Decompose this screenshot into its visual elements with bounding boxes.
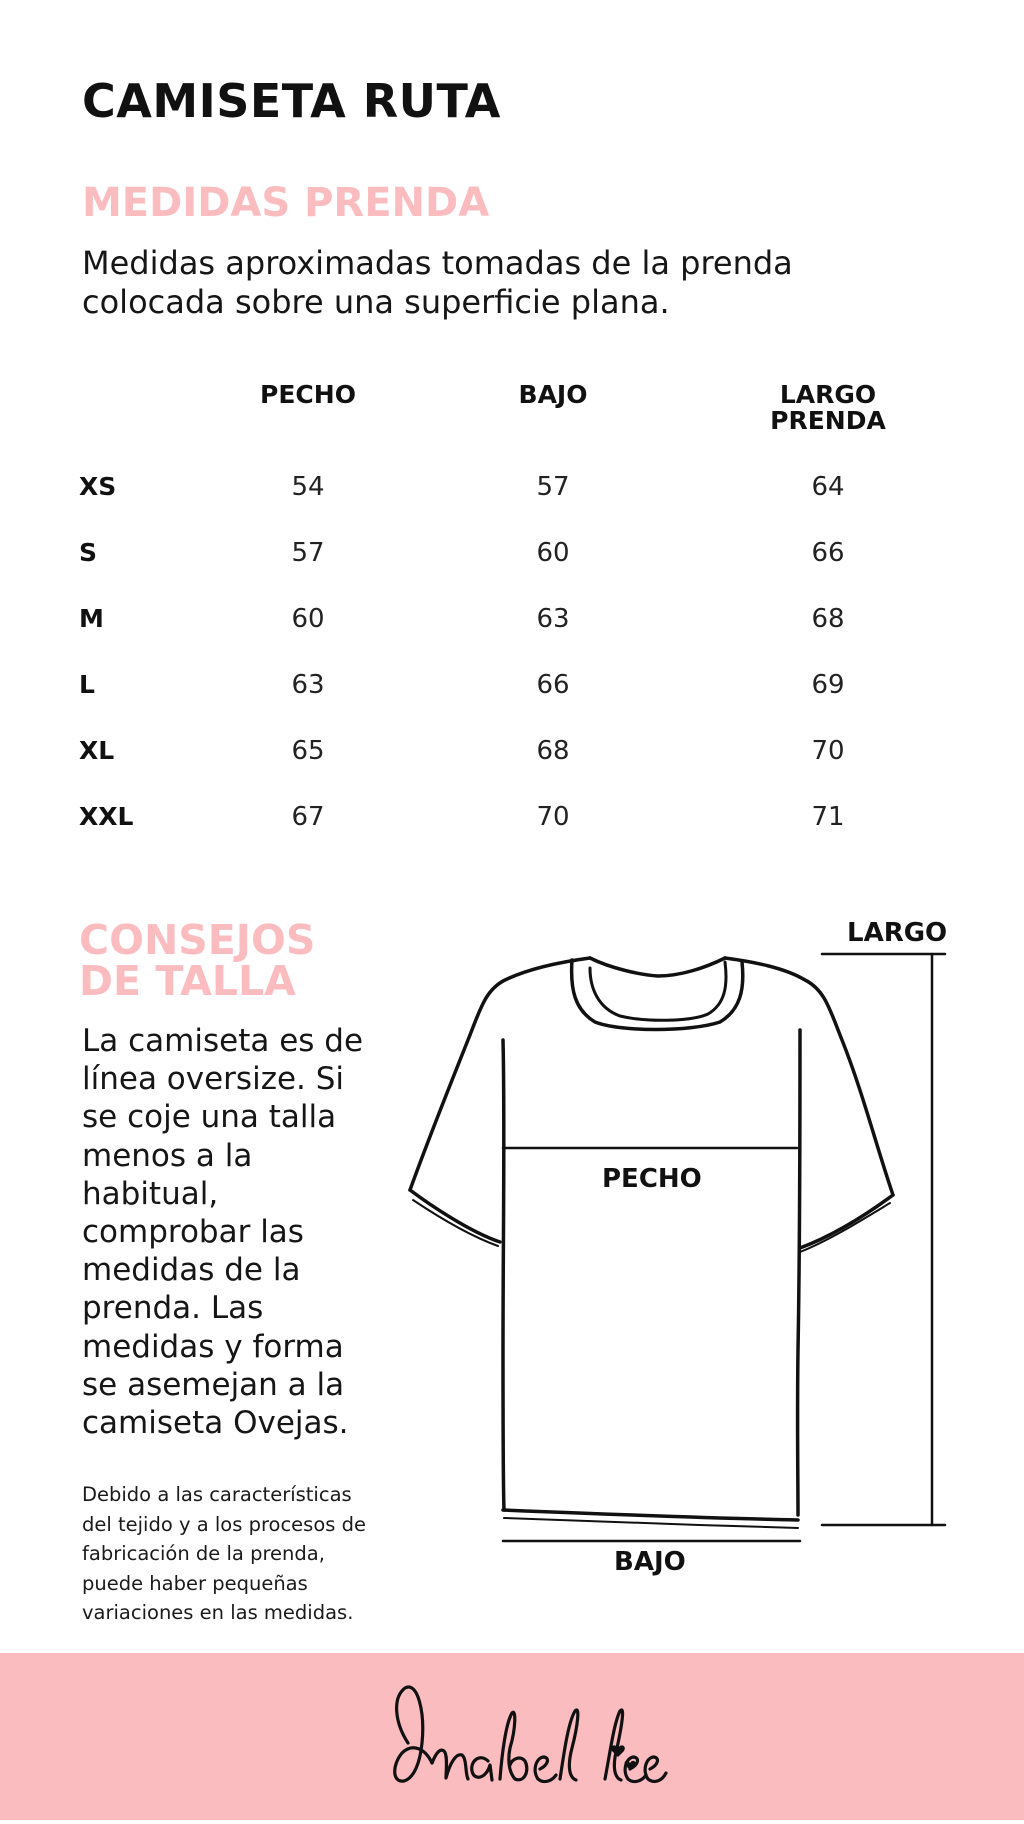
advice-text: La camiseta es de línea oversize. Si se coje una talla menos a la habitual, comprobar las medidas de la prenda. Las medidas y forma se asemejan a la camiseta Ovejas.: [82, 1023, 364, 1442]
size-label: L: [79, 670, 95, 699]
cell-pecho: 67: [291, 802, 325, 832]
column-header-largo-prenda: LARGO PRENDA: [770, 380, 886, 435]
measurements-heading: MEDIDAS PRENDA: [82, 180, 490, 226]
intro-line: colocada sobre una superficie plana.: [82, 283, 670, 321]
cell-bajo: 63: [536, 604, 570, 634]
diagram-label-bajo: BAJO: [614, 1547, 686, 1577]
cell-pecho: 65: [291, 736, 325, 766]
cell-largo: 64: [811, 472, 845, 502]
cell-pecho: 57: [291, 538, 325, 568]
diagram-label-pecho: PECHO: [602, 1164, 702, 1194]
size-label: XL: [79, 736, 115, 765]
footer-band: [0, 1653, 1024, 1820]
column-header-bajo: BAJO: [518, 380, 588, 409]
variation-note: Debido a las características del tejido y a los procesos de fabricación de la prenda, puede haber pequeñas variaciones en las medidas.: [82, 1483, 367, 1624]
cell-pecho: 63: [291, 670, 325, 700]
cell-bajo: 68: [536, 736, 570, 766]
diagram-label-largo: LARGO: [847, 918, 948, 948]
size-label: S: [79, 538, 98, 567]
cell-largo: 69: [811, 670, 845, 700]
cell-bajo: 60: [536, 538, 570, 568]
intro-line: Medidas aproximadas tomadas de la prenda: [82, 244, 793, 282]
brand-logo: [0, 1653, 1024, 1820]
size-label: M: [79, 604, 104, 633]
cell-largo: 71: [811, 802, 845, 832]
size-label: XS: [79, 472, 117, 501]
cell-bajo: 66: [536, 670, 570, 700]
cell-largo: 66: [811, 538, 845, 568]
cell-largo: 70: [811, 736, 845, 766]
advice-heading: CONSEJOS DE TALLA: [79, 916, 316, 1005]
size-label: XXL: [79, 802, 134, 831]
cell-bajo: 70: [536, 802, 570, 832]
cell-pecho: 60: [291, 604, 325, 634]
cell-largo: 68: [811, 604, 845, 634]
page-title: CAMISETA RUTA: [82, 74, 501, 128]
cell-bajo: 57: [536, 472, 570, 502]
cell-pecho: 54: [291, 472, 325, 502]
column-header-pecho: PECHO: [260, 380, 356, 409]
